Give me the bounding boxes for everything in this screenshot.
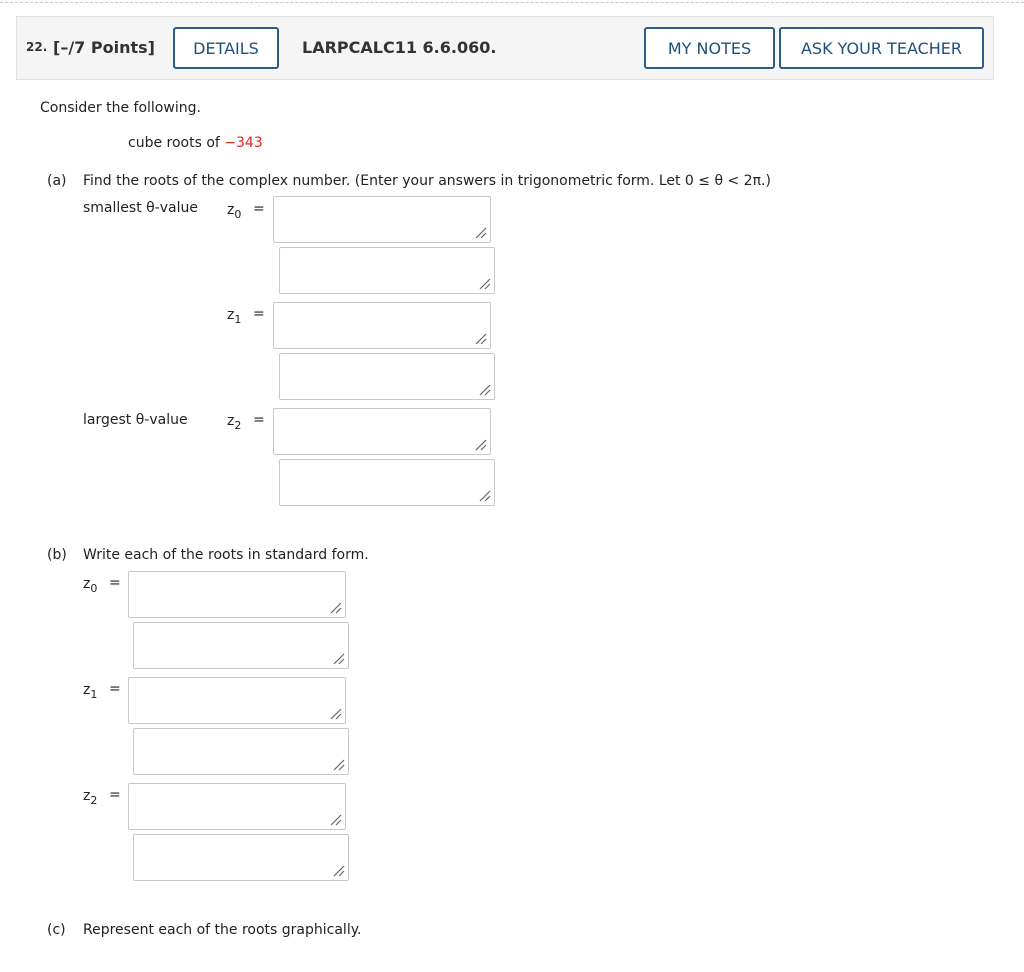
b-z1-input[interactable] <box>128 677 346 724</box>
resize-grip-icon[interactable] <box>330 814 342 826</box>
b-z0-label: $z_0$ <box>83 576 98 595</box>
resize-grip-icon[interactable] <box>330 602 342 614</box>
b-z1-label: $z_1$ <box>83 682 98 701</box>
a-z0-equals: = <box>253 201 265 217</box>
ask-teacher-button[interactable]: ASK YOUR TEACHER <box>779 27 984 69</box>
b-z1-input-2[interactable] <box>133 728 349 775</box>
resize-grip-icon[interactable] <box>333 759 345 771</box>
b-z0-input[interactable] <box>128 571 346 618</box>
resize-grip-icon[interactable] <box>479 384 491 396</box>
a-z0-label: $z_0$ <box>227 202 242 221</box>
question-points: [–/7 Points] <box>53 38 155 57</box>
a-z1-input-2[interactable] <box>279 353 495 400</box>
b-z0-equals: = <box>109 575 121 591</box>
cube-roots-prefix: cube roots of <box>128 135 225 151</box>
resize-grip-icon[interactable] <box>475 227 487 239</box>
part-c-label: (c) <box>47 922 66 938</box>
my-notes-button[interactable]: MY NOTES <box>644 27 775 69</box>
part-c-instruction: Represent each of the roots graphically. <box>83 922 362 938</box>
question-header <box>16 16 994 80</box>
resize-grip-icon[interactable] <box>333 865 345 877</box>
question-reference: LARPCALC11 6.6.060. <box>302 38 497 57</box>
a-z2-input-2[interactable] <box>279 459 495 506</box>
b-z2-equals: = <box>109 787 121 803</box>
resize-grip-icon[interactable] <box>330 708 342 720</box>
cube-roots-text <box>128 135 263 151</box>
a-z1-label: $z_1$ <box>227 307 242 326</box>
part-b-instruction: Write each of the roots in standard form. <box>83 547 369 563</box>
details-button[interactable]: DETAILS <box>173 27 279 69</box>
b-z2-input-2[interactable] <box>133 834 349 881</box>
a-z1-input[interactable] <box>273 302 491 349</box>
smallest-theta-label: smallest θ-value <box>83 200 198 216</box>
b-z1-equals: = <box>109 681 121 697</box>
b-z2-input[interactable] <box>128 783 346 830</box>
resize-grip-icon[interactable] <box>475 439 487 451</box>
a-z2-equals: = <box>253 412 265 428</box>
part-a-instruction: Find the roots of the complex number. (Enter your answers in trigonometric form. Let 0 ≤ θ < 2π.) <box>83 173 771 189</box>
question-number: 22. <box>26 40 48 54</box>
largest-theta-label: largest θ-value <box>83 412 188 428</box>
b-z0-input-2[interactable] <box>133 622 349 669</box>
a-z0-input[interactable] <box>273 196 491 243</box>
a-z2-label: $z_2$ <box>227 413 242 432</box>
b-z2-label: $z_2$ <box>83 788 98 807</box>
resize-grip-icon[interactable] <box>333 653 345 665</box>
cube-roots-value: −343 <box>224 135 263 151</box>
a-z2-input[interactable] <box>273 408 491 455</box>
part-b-label: (b) <box>47 547 67 563</box>
part-a-label: (a) <box>47 173 67 189</box>
resize-grip-icon[interactable] <box>479 278 491 290</box>
a-z1-equals: = <box>253 306 265 322</box>
top-divider <box>0 2 1024 3</box>
resize-grip-icon[interactable] <box>479 490 491 502</box>
a-z0-input-2[interactable] <box>279 247 495 294</box>
resize-grip-icon[interactable] <box>475 333 487 345</box>
consider-text: Consider the following. <box>40 100 201 116</box>
